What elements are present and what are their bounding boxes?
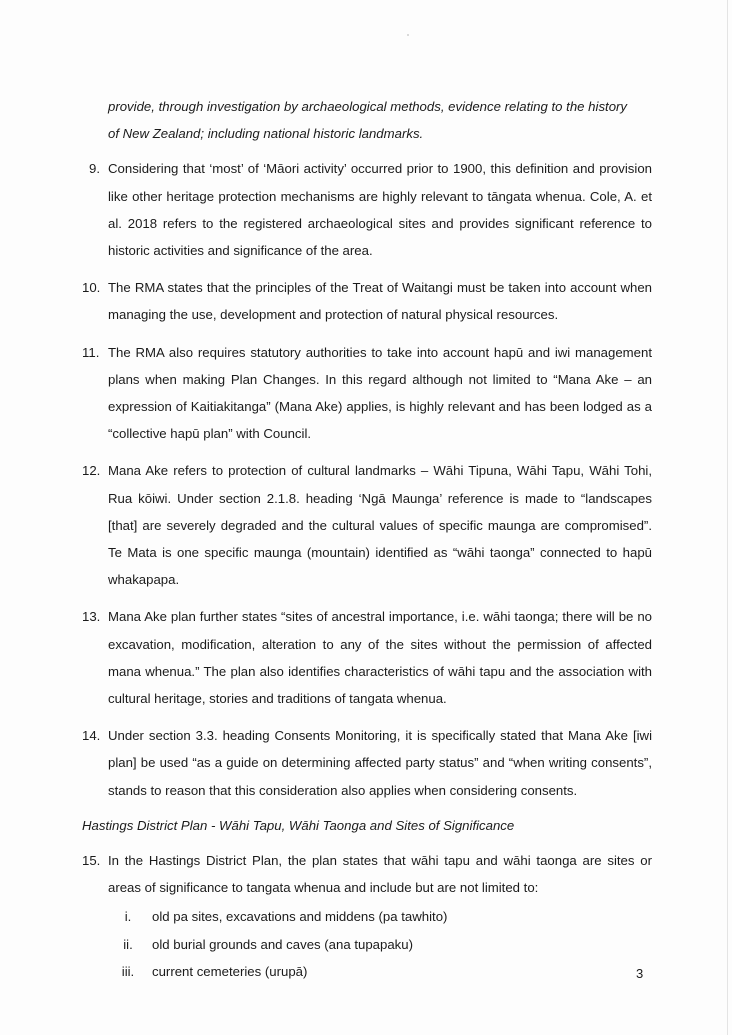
scan-edge-line [727, 0, 728, 1035]
item-number: 10. [82, 280, 101, 296]
section-subheading: Hastings District Plan - Wāhi Tapu, Wāhi Taonga and Sites of Significance [82, 817, 515, 833]
item-number: 11. [82, 344, 100, 360]
roman-sublist [82, 903, 652, 985]
sublist-text: old burial grounds and caves (ana tupapaku) [152, 936, 413, 952]
item-text: Considering that ‘most’ of ‘Māori activity’ occurred prior to 1900, this definition and provision like other heritage protection mechanisms are highly relevant to tāngata whenua. Cole, A. et al. 2018 refers to the registered archaeological sites and provides significant reference to historic activities and significance of the area. [108, 161, 652, 259]
item-number: 13. [82, 609, 101, 625]
scan-speck [407, 34, 409, 36]
list-item-11 [82, 339, 652, 448]
sublist-item [82, 958, 652, 985]
list-item-9 [82, 155, 652, 264]
list-item-15 [82, 847, 652, 901]
list-item-14 [82, 722, 652, 804]
item-text: The RMA also requires statutory authorities to take into account hapū and iwi management plans when making Plan Changes. In this regard although not limited to “Mana Ake – an expression of Kaitiakitanga” (Mana Ake) applies, is highly relevant and has been lodged as a “collective hapū plan” with Council. [108, 344, 652, 442]
item-text: In the Hastings District Plan, the plan states that wāhi tapu and wāhi taonga are sites or areas of significance to tangata whenua and include but are not limited to: [108, 853, 652, 896]
page-number: 3 [636, 966, 644, 981]
list-item-12 [82, 457, 652, 593]
intro-paragraph [82, 93, 652, 147]
intro-line: provide, through investigation by archaeological methods, evidence relating to the history [108, 99, 628, 114]
sublist-numeral: iii. [121, 963, 135, 979]
item-text: Mana Ake refers to protection of cultural landmarks – Wāhi Tipuna, Wāhi Tapu, Wāhi Tohi, Rua kōiwi. Under section 2.1.8. heading ‘Ngā Maunga’ reference is made to “landscapes [that] are severely degraded and the cultural values of specific maunga are compromised”. Te Mata is one specific maunga (mountain) identified as “wāhi taonga” connected to hapū whakapapa. [108, 463, 652, 588]
sublist-item [82, 903, 652, 930]
item-text: The RMA states that the principles of the Treat of Waitangi must be taken into account when managing the use, development and protection of natural physical resources. [108, 280, 652, 323]
item-text: Mana Ake plan further states “sites of ancestral importance, i.e. wāhi taonga; there will be no excavation, modification, alteration to any of the sites without the permission of affected mana whenua.” The plan also identifies characteristics of wāhi tapu and the association with cultural heritage, stories and traditions of tangata whenua. [108, 609, 652, 707]
item-number: 14. [82, 728, 101, 744]
item-number: 9. [89, 161, 100, 177]
sublist-numeral: i. [124, 909, 132, 925]
list-item-13 [82, 603, 652, 712]
intro-line: of New Zealand; including national historic landmarks. [108, 126, 424, 142]
item-number: 12. [82, 463, 101, 479]
page-body [82, 93, 652, 985]
item-number: 15. [82, 853, 101, 869]
sublist-text: current cemeteries (urupā) [152, 963, 308, 979]
sublist-item [82, 931, 652, 958]
sublist-text: old pa sites, excavations and middens (pa tawhito) [152, 909, 448, 925]
list-item-10 [82, 274, 652, 328]
item-text: Under section 3.3. heading Consents Monitoring, it is specifically stated that Mana Ake [iwi plan] be used “as a guide on determining affected party status” and “when writing consents”, stands to reason that this consideration also applies when considering consents. [108, 728, 652, 798]
sublist-numeral: ii. [123, 936, 133, 952]
